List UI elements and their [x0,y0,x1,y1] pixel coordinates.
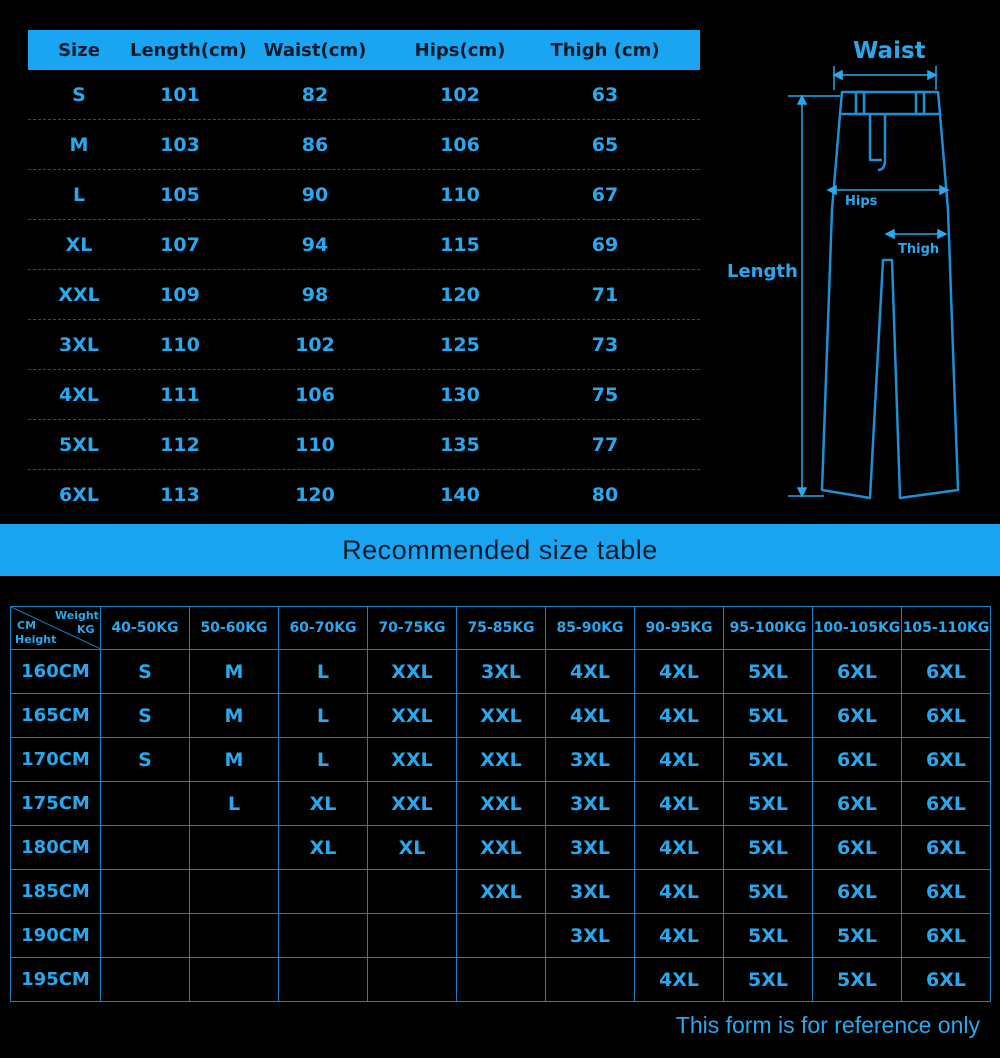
table-row [11,826,991,870]
weight-header: 85-90KG [546,607,635,650]
cell-waist: 106 [295,383,335,406]
size-cell: S [101,738,190,782]
recommended-banner [0,524,1000,576]
size-cell: M [190,650,279,694]
weight-header: 50-60KG [190,607,279,650]
size-cell: 4XL [635,738,724,782]
size-cell [457,958,546,1002]
reference-footnote: This form is for reference only [675,1012,980,1038]
height-cell: 160CM [11,650,101,694]
size-cell: 3XL [546,914,635,958]
cell-thigh: 77 [591,433,619,456]
cell-size: 3XL [59,333,99,356]
size-cell: 5XL [724,870,813,914]
size-cell: 6XL [902,738,991,782]
cell-hips: 135 [440,433,480,456]
corner-kg-label: KG [77,623,95,636]
banner-title: Recommended size table [342,534,658,565]
size-cell [546,958,635,1002]
size-cell: 4XL [546,650,635,694]
cell-thigh: 71 [591,283,619,306]
cell-thigh: 65 [591,133,619,156]
size-cell: 6XL [813,870,902,914]
table-row [28,320,700,370]
length-label: Length [727,261,798,282]
cell-waist: 110 [295,433,335,456]
size-cell [101,914,190,958]
size-cell: 4XL [635,958,724,1002]
size-cell [101,826,190,870]
size-cell: 5XL [724,738,813,782]
cell-hips: 102 [440,83,480,106]
size-cell: 6XL [813,738,902,782]
size-cell: 6XL [813,782,902,826]
size-cell [101,958,190,1002]
table-row [28,420,700,470]
size-cell [368,914,457,958]
size-cell: XL [368,826,457,870]
cell-size: XXL [58,283,100,306]
height-cell: 185CM [11,870,101,914]
size-cell: 5XL [813,914,902,958]
size-cell [190,958,279,1002]
height-cell: 195CM [11,958,101,1002]
size-cell: M [190,694,279,738]
cell-hips: 130 [440,383,480,406]
height-cell: 190CM [11,914,101,958]
size-cell [279,870,368,914]
corner-height-label: Height [15,633,57,646]
weight-header: 105-110KG [902,607,991,650]
size-cell: 3XL [546,870,635,914]
size-cell: 5XL [724,694,813,738]
size-cell: 6XL [813,826,902,870]
size-cell: 5XL [724,782,813,826]
size-cell: 5XL [724,958,813,1002]
weight-header: 40-50KG [101,607,190,650]
height-cell: 165CM [11,694,101,738]
thigh-label: Thigh [898,242,940,257]
table-row [28,470,700,519]
table-row [11,958,991,1002]
cell-size: M [69,133,89,156]
corner-weight-label: Weight [55,609,99,622]
header-waist: Waist(cm) [263,39,367,61]
table-row [11,914,991,958]
height-cell: 175CM [11,782,101,826]
size-cell: L [190,782,279,826]
cell-hips: 125 [440,333,480,356]
weight-header: 100-105KG [813,607,902,650]
header-thigh: Thigh (cm) [550,39,660,61]
size-cell: XXL [368,738,457,782]
cell-length: 109 [160,283,200,306]
size-cell: 3XL [546,782,635,826]
table-row [11,650,991,694]
size-cell: 6XL [813,650,902,694]
size-cell: 6XL [902,650,991,694]
table-row [11,782,991,826]
recommended-size-table [10,606,991,1002]
weight-header: 95-100KG [724,607,813,650]
weight-header: 90-95KG [635,607,724,650]
table-row [28,220,700,270]
table-row [28,170,700,220]
weight-header: 60-70KG [279,607,368,650]
size-cell: XXL [457,738,546,782]
size-cell: 6XL [902,694,991,738]
table-row [11,694,991,738]
size-cell: S [101,650,190,694]
pants-diagram [720,30,1000,510]
size-cell: 4XL [635,782,724,826]
corner-cm-label: CM [17,619,37,632]
hips-label: Hips [845,194,878,209]
cell-size: XL [65,233,93,256]
cell-hips: 115 [440,233,480,256]
size-cell [190,826,279,870]
size-cell: L [279,694,368,738]
size-cell: 5XL [813,958,902,1002]
size-cell: XXL [368,694,457,738]
cell-hips: 140 [440,483,480,506]
size-cell: 3XL [546,826,635,870]
size-cell: XXL [368,782,457,826]
cell-thigh: 80 [591,483,619,506]
weight-header-row [11,607,991,650]
cell-size: 4XL [59,383,99,406]
waist-label: Waist [853,38,926,64]
size-cell [368,958,457,1002]
size-cell: L [279,650,368,694]
size-cell: 4XL [635,826,724,870]
size-cell: 6XL [902,782,991,826]
size-cell: 4XL [635,694,724,738]
size-cell: XXL [457,826,546,870]
size-cell: 6XL [902,958,991,1002]
cell-waist: 98 [301,283,329,306]
size-cell [101,870,190,914]
table-row [28,120,700,170]
cell-size: 5XL [59,433,99,456]
table-row [11,870,991,914]
size-cell: M [190,738,279,782]
cell-hips: 110 [440,183,480,206]
size-cell: 4XL [546,694,635,738]
height-cell: 180CM [11,826,101,870]
cell-size: L [72,183,86,206]
cell-hips: 106 [440,133,480,156]
size-cell [368,870,457,914]
size-cell: 4XL [635,650,724,694]
measurement-table [28,30,700,519]
size-cell: 6XL [902,870,991,914]
size-cell: XXL [457,782,546,826]
size-cell: XL [279,782,368,826]
height-cell: 170CM [11,738,101,782]
header-length: Length(cm) [130,39,247,61]
table-row [28,370,700,420]
size-cell [190,870,279,914]
size-cell: 6XL [902,914,991,958]
cell-length: 112 [160,433,200,456]
size-cell: XXL [368,650,457,694]
size-cell: 5XL [724,826,813,870]
cell-size: 6XL [59,483,99,506]
cell-length: 105 [160,183,200,206]
cell-length: 101 [160,83,200,106]
size-cell: L [279,738,368,782]
cell-length: 107 [160,233,200,256]
cell-hips: 120 [440,283,480,306]
cell-length: 111 [160,383,200,406]
cell-length: 103 [160,133,200,156]
cell-waist: 94 [301,233,329,256]
cell-size: S [72,83,86,106]
cell-length: 110 [160,333,200,356]
size-cell: 6XL [813,694,902,738]
size-cell: XXL [457,870,546,914]
size-cell: 4XL [635,914,724,958]
table-row [11,738,991,782]
size-cell: 5XL [724,914,813,958]
table-row [28,270,700,320]
cell-thigh: 69 [591,233,619,256]
measurement-table-body [28,70,700,519]
cell-thigh: 73 [591,333,619,356]
weight-header: 70-75KG [368,607,457,650]
size-cell: S [101,694,190,738]
size-cell [279,914,368,958]
size-cell [457,914,546,958]
size-cell: XXL [457,694,546,738]
size-cell [279,958,368,1002]
weight-header: 75-85KG [457,607,546,650]
size-cell: 6XL [902,826,991,870]
cell-thigh: 63 [591,83,619,106]
measurement-table-header [28,30,700,70]
header-hips: Hips(cm) [414,39,506,61]
size-cell: XL [279,826,368,870]
cell-length: 113 [160,483,200,506]
size-cell: 4XL [635,870,724,914]
corner-header-cell [11,607,101,650]
size-cell [190,914,279,958]
header-size: Size [58,39,100,61]
size-cell: 3XL [546,738,635,782]
cell-thigh: 75 [591,383,619,406]
cell-waist: 82 [301,83,329,106]
size-cell [101,782,190,826]
size-cell: 5XL [724,650,813,694]
cell-thigh: 67 [591,183,619,206]
cell-waist: 86 [301,133,329,156]
cell-waist: 90 [301,183,329,206]
recommended-table-body [11,650,991,1002]
size-cell: 3XL [457,650,546,694]
cell-waist: 120 [295,483,335,506]
table-row [28,70,700,120]
cell-waist: 102 [295,333,335,356]
